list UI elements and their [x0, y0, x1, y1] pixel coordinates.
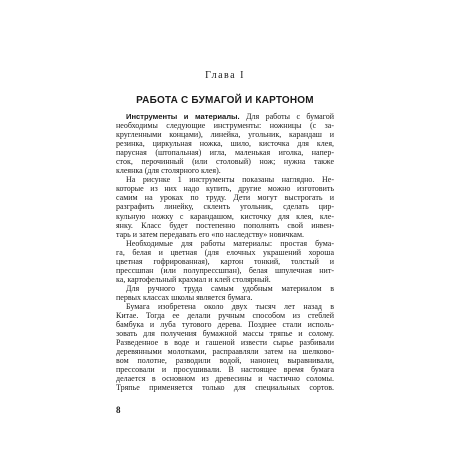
text-line: тарь и затем передавать его «по наследству» новичкам.	[116, 229, 305, 239]
text-line: парусная (штопальная) игла, маленькая иголка, напер-	[116, 148, 334, 158]
text-line: Необходимые для работы материалы: простая бума-	[126, 238, 334, 248]
text-line: Бумага изобретена около двух тысяч лет назад в	[126, 301, 334, 311]
body-text	[116, 112, 334, 392]
text-line: сток, перочинный (или столовый) нож; нужна также	[116, 157, 334, 167]
text-line: Для ручного труда самым удобным материалом в	[126, 283, 334, 293]
text-line: кульную ножку с карандашом, кисточку для клея, кле-	[116, 211, 334, 221]
text-line: деревянными молотками, распраавляли затем на шелково-	[116, 347, 334, 357]
text-line: самим на уроках по труду. Дети могут выстрогать и	[116, 193, 334, 203]
text-line: вом полотне, разводили водой, нанонец выравнивали,	[116, 356, 334, 366]
text-line: прессовали и просушивали. В настоящее время бумага	[116, 365, 334, 375]
text-line: прессшпан (или полупрессшпан), белая шпулечная нит-	[116, 265, 334, 275]
text-line: зовать для получения бумажной массы тряпье и солому.	[116, 329, 334, 339]
text-line: Разведенное в воде и гашеной извести сырье разбивали	[116, 338, 334, 348]
text-line: га, белая и цветная (для елочных украшений хороша	[116, 247, 334, 257]
text-line: ка, картофельный крахмал и клей столярный.	[116, 274, 271, 284]
text-line: бамбука и луба тутового дерева. Позднее стали исполь-	[116, 320, 334, 330]
text-line: резинка, циркульная ножка, шило, кисточка для клея,	[116, 139, 334, 149]
text-line: На рисунке 1 инструменты показаны наглядно. Не-	[126, 175, 334, 185]
text-line: кругленными концами), линейка, угольник, карандаш и	[116, 130, 334, 140]
text-line: Тряпье применяется только для специальных сортов.	[116, 383, 334, 393]
chapter-title: РАБОТА С БУМАГОЙ И КАРТОНОМ	[136, 95, 314, 106]
chapter-label: Глава I	[205, 70, 245, 81]
text-line: Инструменты и материалы. Для работы с бумагой	[126, 112, 334, 121]
section-heading: Инструменты и материалы.	[126, 112, 240, 121]
text-line: необходимы следующие инструменты: ножницы (с за-	[116, 121, 334, 131]
text-line: янку. Класс будет постепенно пополнять свой инвен-	[116, 220, 334, 230]
text-line: разграфить линейку, склеить угольник, сделать цир-	[116, 202, 334, 212]
text-line: цветная гофрированная), картон тонкий, толстый и	[116, 256, 334, 266]
text-line: клеянка (для столярного клея).	[116, 166, 221, 176]
page-number: 8	[116, 405, 121, 415]
text-line: Китае. Тогда ее делали ручным способом из стеблей	[116, 311, 334, 321]
text-line: первых классах школы является бумага.	[116, 292, 253, 302]
text-line: делается в основном из древесины и частично соломы.	[116, 374, 334, 384]
text-line: которые из них надо купить, другие можно изготовить	[116, 184, 334, 194]
